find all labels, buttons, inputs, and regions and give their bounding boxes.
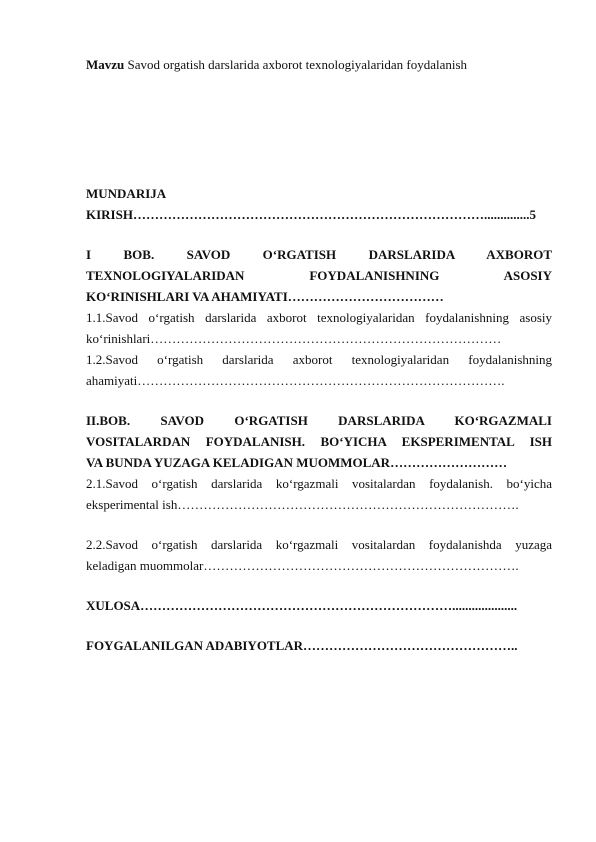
- toc-chapter1-line3: KO‘RINISHLARI VA AHAMIYATI………………………………: [86, 289, 444, 304]
- topic-line: [86, 57, 467, 73]
- toc-section-2-1-line1: 2.1.Savod o‘rgatish darslarida ko‘rgazmali vositalardan foydalanish. bo‘yicha: [86, 476, 552, 491]
- toc-section-2-2-line2: keladigan muommolar……………………………………………………………….: [86, 558, 519, 573]
- toc-section-1-2-line2: ahamiyati………………………………………………………………………….: [86, 373, 505, 388]
- toc-section-1-2-line1: 1.2.Savod o‘rgatish darslarida axborot texnologiyalaridan foydalanishning: [86, 352, 552, 367]
- toc-heading: MUNDARIJA: [86, 186, 167, 201]
- spacer: [86, 576, 552, 595]
- toc-section-2-2-line1: 2.2.Savod o‘rgatish darslarida ko‘rgazmali vositalardan foydalanishda yuzaga: [86, 537, 552, 552]
- toc-entry-conclusion: XULOSA………………………………………………………………....................: [86, 598, 518, 613]
- toc-section-2-1-line2: eksperimental ish…………………………………………………………………….: [86, 497, 519, 512]
- toc-chapter2-line1: II.BOB. SAVOD O‘RGATISH DARSLARIDA KO‘RGAZMALI: [86, 413, 552, 428]
- spacer: [86, 225, 552, 244]
- toc-chapter2-line3: VA BUNDA YUZAGA KELADIGAN MUOMMOLAR………………………: [86, 455, 508, 470]
- spacer: [86, 515, 552, 534]
- topic-title: Savod orgatish darslarida axborot texnologiyalaridan foydalanish: [127, 57, 468, 72]
- toc-section-1-1-line2: ko‘rinishlari………………………………………………………………………: [86, 331, 502, 346]
- toc-entry-intro: KIRISH………………………………………………………………………..............5: [86, 207, 536, 222]
- toc-section-1-1-line1: 1.1.Savod o‘rgatish darslarida axborot texnologiyalaridan foydalanishning asosiy: [86, 310, 552, 325]
- table-of-contents: [86, 183, 552, 656]
- toc-chapter1-line2: TEXNOLOGIYALARIDAN FOYDALANISHNING ASOSIY: [86, 268, 552, 283]
- toc-chapter2-line2: VOSITALARDAN FOYDALANISH. BO‘YICHA EKSPERIMENTAL ISH: [86, 434, 552, 449]
- toc-chapter1-line1: I BOB. SAVOD O‘RGATISH DARSLARIDA AXBOROT: [86, 247, 552, 262]
- topic-label: Mavzu: [86, 57, 125, 72]
- toc-entry-references: FOYGALANILGAN ADABIYOTLAR…………………………………………..: [86, 638, 518, 653]
- spacer: [86, 616, 552, 635]
- spacer: [86, 391, 552, 410]
